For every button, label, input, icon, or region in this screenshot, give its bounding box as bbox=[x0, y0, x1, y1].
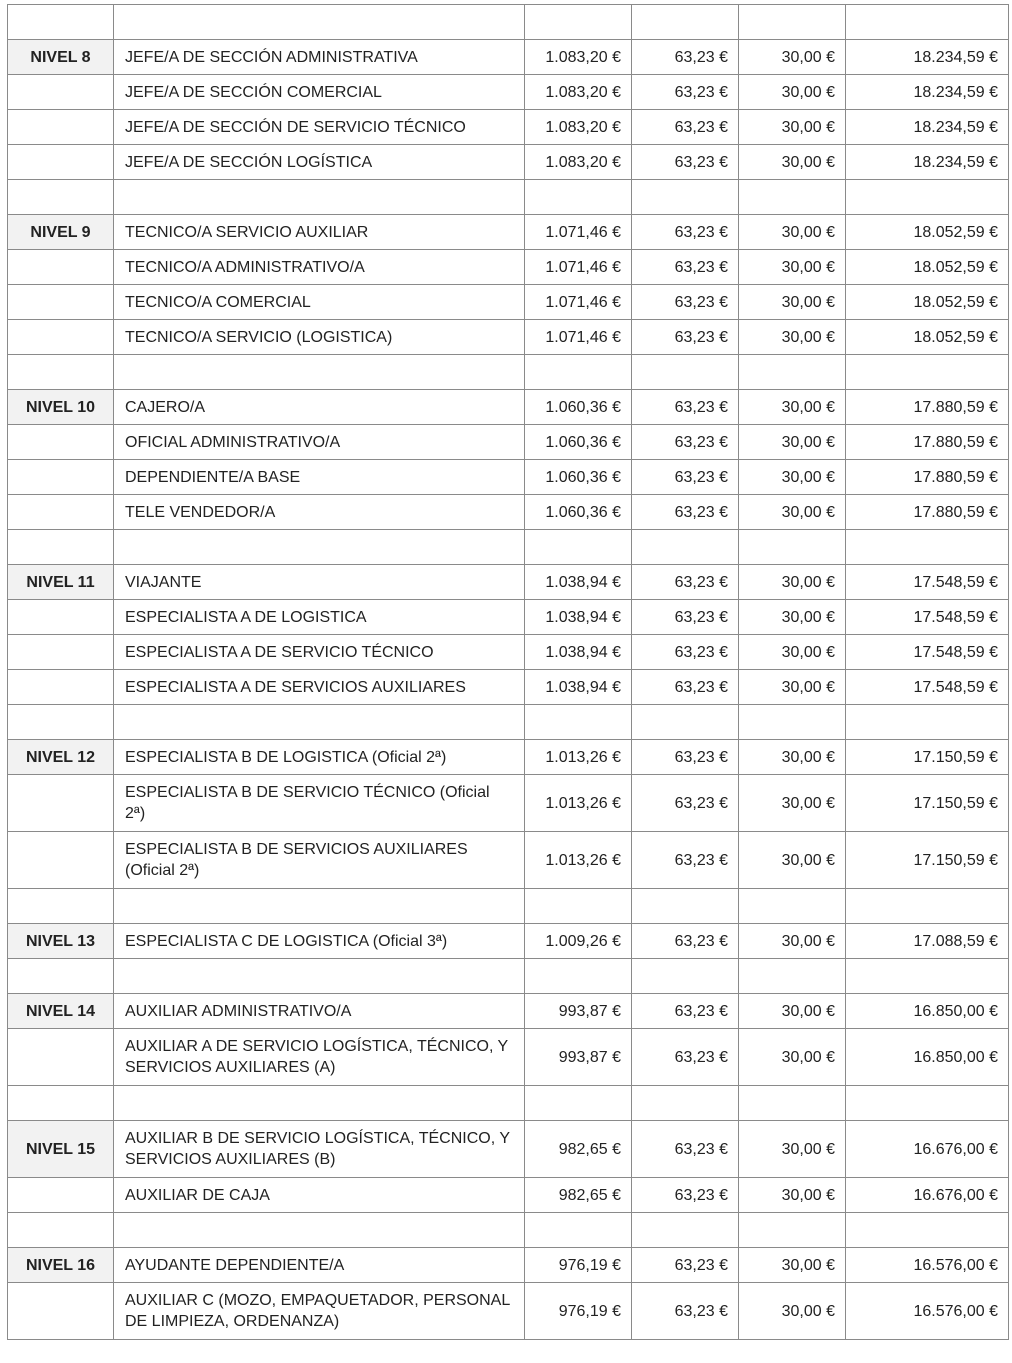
category-description: ESPECIALISTA A DE LOGISTICA bbox=[114, 600, 525, 635]
level-cell-empty bbox=[8, 635, 114, 670]
category-description: AUXILIAR A DE SERVICIO LOGÍSTICA, TÉCNICO, Y SERVICIOS AUXILIARES (A) bbox=[114, 1029, 525, 1086]
empty-cell bbox=[8, 355, 114, 390]
allowance-amount: 30,00 € bbox=[739, 1121, 846, 1178]
monthly-salary: 1.071,46 € bbox=[525, 215, 632, 250]
empty-cell bbox=[739, 959, 846, 994]
empty-cell bbox=[632, 1086, 739, 1121]
allowance-amount: 30,00 € bbox=[739, 994, 846, 1029]
category-description: AUXILIAR ADMINISTRATIVO/A bbox=[114, 994, 525, 1029]
table-row bbox=[8, 1029, 1009, 1086]
table-row bbox=[8, 635, 1009, 670]
bonus-amount: 63,23 € bbox=[632, 775, 739, 832]
allowance-amount: 30,00 € bbox=[739, 775, 846, 832]
level-label: NIVEL 10 bbox=[8, 390, 114, 425]
level-cell-empty bbox=[8, 75, 114, 110]
level-label: NIVEL 8 bbox=[8, 40, 114, 75]
annual-salary: 16.676,00 € bbox=[846, 1178, 1009, 1213]
annual-salary: 18.234,59 € bbox=[846, 75, 1009, 110]
empty-cell bbox=[525, 530, 632, 565]
level-label: NIVEL 14 bbox=[8, 994, 114, 1029]
empty-cell bbox=[525, 5, 632, 40]
empty-cell bbox=[8, 959, 114, 994]
category-description: ESPECIALISTA A DE SERVICIOS AUXILIARES bbox=[114, 670, 525, 705]
level-cell-empty bbox=[8, 110, 114, 145]
table-row bbox=[8, 1283, 1009, 1340]
allowance-amount: 30,00 € bbox=[739, 425, 846, 460]
table-row bbox=[8, 775, 1009, 832]
allowance-amount: 30,00 € bbox=[739, 110, 846, 145]
category-description: OFICIAL ADMINISTRATIVO/A bbox=[114, 425, 525, 460]
empty-cell bbox=[525, 1213, 632, 1248]
category-description: JEFE/A DE SECCIÓN DE SERVICIO TÉCNICO bbox=[114, 110, 525, 145]
empty-cell bbox=[739, 5, 846, 40]
empty-cell bbox=[114, 530, 525, 565]
table-row bbox=[8, 110, 1009, 145]
annual-salary: 18.234,59 € bbox=[846, 110, 1009, 145]
monthly-salary: 1.071,46 € bbox=[525, 285, 632, 320]
empty-cell bbox=[8, 5, 114, 40]
bonus-amount: 63,23 € bbox=[632, 250, 739, 285]
table-row bbox=[8, 924, 1009, 959]
empty-cell bbox=[114, 959, 525, 994]
annual-salary: 17.880,59 € bbox=[846, 460, 1009, 495]
annual-salary: 17.548,59 € bbox=[846, 635, 1009, 670]
allowance-amount: 30,00 € bbox=[739, 40, 846, 75]
empty-cell bbox=[525, 705, 632, 740]
allowance-amount: 30,00 € bbox=[739, 215, 846, 250]
bonus-amount: 63,23 € bbox=[632, 635, 739, 670]
monthly-salary: 1.083,20 € bbox=[525, 110, 632, 145]
level-cell-empty bbox=[8, 670, 114, 705]
empty-cell bbox=[739, 889, 846, 924]
level-label: NIVEL 13 bbox=[8, 924, 114, 959]
empty-cell bbox=[114, 1086, 525, 1121]
bonus-amount: 63,23 € bbox=[632, 1248, 739, 1283]
monthly-salary: 1.060,36 € bbox=[525, 425, 632, 460]
level-cell-empty bbox=[8, 460, 114, 495]
empty-cell bbox=[8, 705, 114, 740]
allowance-amount: 30,00 € bbox=[739, 1283, 846, 1340]
level-label: NIVEL 16 bbox=[8, 1248, 114, 1283]
bonus-amount: 63,23 € bbox=[632, 425, 739, 460]
empty-cell bbox=[632, 355, 739, 390]
bonus-amount: 63,23 € bbox=[632, 460, 739, 495]
table-row bbox=[8, 994, 1009, 1029]
level-cell-empty bbox=[8, 775, 114, 832]
empty-cell bbox=[632, 530, 739, 565]
allowance-amount: 30,00 € bbox=[739, 1178, 846, 1213]
bonus-amount: 63,23 € bbox=[632, 1178, 739, 1213]
bonus-amount: 63,23 € bbox=[632, 75, 739, 110]
bonus-amount: 63,23 € bbox=[632, 285, 739, 320]
empty-cell bbox=[525, 889, 632, 924]
spacer-row bbox=[8, 705, 1009, 740]
empty-cell bbox=[739, 180, 846, 215]
table-row bbox=[8, 75, 1009, 110]
spacer-row bbox=[8, 1213, 1009, 1248]
empty-cell bbox=[632, 705, 739, 740]
bonus-amount: 63,23 € bbox=[632, 924, 739, 959]
annual-salary: 17.548,59 € bbox=[846, 565, 1009, 600]
allowance-amount: 30,00 € bbox=[739, 250, 846, 285]
level-cell-empty bbox=[8, 1283, 114, 1340]
category-description: JEFE/A DE SECCIÓN COMERCIAL bbox=[114, 75, 525, 110]
empty-cell bbox=[114, 180, 525, 215]
monthly-salary: 1.013,26 € bbox=[525, 740, 632, 775]
annual-salary: 18.052,59 € bbox=[846, 285, 1009, 320]
empty-cell bbox=[114, 889, 525, 924]
category-description: ESPECIALISTA B DE LOGISTICA (Oficial 2ª) bbox=[114, 740, 525, 775]
empty-cell bbox=[632, 889, 739, 924]
spacer-row bbox=[8, 1086, 1009, 1121]
table-row bbox=[8, 250, 1009, 285]
allowance-amount: 30,00 € bbox=[739, 1248, 846, 1283]
annual-salary: 16.850,00 € bbox=[846, 1029, 1009, 1086]
empty-cell bbox=[525, 355, 632, 390]
category-description: ESPECIALISTA A DE SERVICIO TÉCNICO bbox=[114, 635, 525, 670]
empty-cell bbox=[846, 355, 1009, 390]
annual-salary: 17.088,59 € bbox=[846, 924, 1009, 959]
annual-salary: 17.880,59 € bbox=[846, 495, 1009, 530]
empty-cell bbox=[8, 180, 114, 215]
empty-cell bbox=[525, 959, 632, 994]
allowance-amount: 30,00 € bbox=[739, 1029, 846, 1086]
monthly-salary: 1.038,94 € bbox=[525, 565, 632, 600]
allowance-amount: 30,00 € bbox=[739, 285, 846, 320]
empty-cell bbox=[632, 959, 739, 994]
monthly-salary: 1.038,94 € bbox=[525, 635, 632, 670]
spacer-row bbox=[8, 889, 1009, 924]
monthly-salary: 1.083,20 € bbox=[525, 40, 632, 75]
monthly-salary: 982,65 € bbox=[525, 1121, 632, 1178]
empty-cell bbox=[525, 1086, 632, 1121]
bonus-amount: 63,23 € bbox=[632, 600, 739, 635]
monthly-salary: 1.038,94 € bbox=[525, 600, 632, 635]
spacer-row bbox=[8, 959, 1009, 994]
allowance-amount: 30,00 € bbox=[739, 565, 846, 600]
category-description: AUXILIAR DE CAJA bbox=[114, 1178, 525, 1213]
category-description: ESPECIALISTA C DE LOGISTICA (Oficial 3ª) bbox=[114, 924, 525, 959]
empty-cell bbox=[846, 1086, 1009, 1121]
bonus-amount: 63,23 € bbox=[632, 565, 739, 600]
category-description: AUXILIAR B DE SERVICIO LOGÍSTICA, TÉCNICO, Y SERVICIOS AUXILIARES (B) bbox=[114, 1121, 525, 1178]
monthly-salary: 993,87 € bbox=[525, 994, 632, 1029]
bonus-amount: 63,23 € bbox=[632, 670, 739, 705]
annual-salary: 18.234,59 € bbox=[846, 40, 1009, 75]
level-cell-empty bbox=[8, 320, 114, 355]
empty-cell bbox=[846, 1213, 1009, 1248]
table-row bbox=[8, 320, 1009, 355]
table-row bbox=[8, 670, 1009, 705]
empty-cell bbox=[846, 705, 1009, 740]
empty-cell bbox=[632, 180, 739, 215]
annual-salary: 16.576,00 € bbox=[846, 1248, 1009, 1283]
empty-cell bbox=[8, 1086, 114, 1121]
empty-cell bbox=[632, 5, 739, 40]
category-description: TECNICO/A COMERCIAL bbox=[114, 285, 525, 320]
level-label: NIVEL 11 bbox=[8, 565, 114, 600]
level-cell-empty bbox=[8, 145, 114, 180]
level-cell-empty bbox=[8, 600, 114, 635]
table-row bbox=[8, 1178, 1009, 1213]
allowance-amount: 30,00 € bbox=[739, 600, 846, 635]
allowance-amount: 30,00 € bbox=[739, 390, 846, 425]
empty-cell bbox=[846, 530, 1009, 565]
annual-salary: 16.676,00 € bbox=[846, 1121, 1009, 1178]
empty-cell bbox=[114, 355, 525, 390]
monthly-salary: 1.013,26 € bbox=[525, 832, 632, 889]
bonus-amount: 63,23 € bbox=[632, 994, 739, 1029]
allowance-amount: 30,00 € bbox=[739, 460, 846, 495]
annual-salary: 16.576,00 € bbox=[846, 1283, 1009, 1340]
bonus-amount: 63,23 € bbox=[632, 40, 739, 75]
empty-cell bbox=[632, 1213, 739, 1248]
monthly-salary: 1.083,20 € bbox=[525, 145, 632, 180]
monthly-salary: 976,19 € bbox=[525, 1283, 632, 1340]
category-description: AYUDANTE DEPENDIENTE/A bbox=[114, 1248, 525, 1283]
table-row bbox=[8, 1248, 1009, 1283]
monthly-salary: 1.013,26 € bbox=[525, 775, 632, 832]
bonus-amount: 63,23 € bbox=[632, 1121, 739, 1178]
empty-cell bbox=[8, 1213, 114, 1248]
bonus-amount: 63,23 € bbox=[632, 390, 739, 425]
monthly-salary: 1.038,94 € bbox=[525, 670, 632, 705]
level-label: NIVEL 9 bbox=[8, 215, 114, 250]
empty-cell bbox=[846, 180, 1009, 215]
empty-cell bbox=[739, 1213, 846, 1248]
monthly-salary: 1.071,46 € bbox=[525, 320, 632, 355]
table-row bbox=[8, 390, 1009, 425]
bonus-amount: 63,23 € bbox=[632, 320, 739, 355]
spacer-row bbox=[8, 355, 1009, 390]
category-description: TECNICO/A SERVICIO (LOGISTICA) bbox=[114, 320, 525, 355]
empty-cell bbox=[8, 889, 114, 924]
table-row bbox=[8, 832, 1009, 889]
empty-cell bbox=[114, 705, 525, 740]
table-row bbox=[8, 740, 1009, 775]
table-row bbox=[8, 495, 1009, 530]
bonus-amount: 63,23 € bbox=[632, 495, 739, 530]
bonus-amount: 63,23 € bbox=[632, 215, 739, 250]
annual-salary: 17.880,59 € bbox=[846, 390, 1009, 425]
table-row bbox=[8, 1121, 1009, 1178]
annual-salary: 18.052,59 € bbox=[846, 250, 1009, 285]
category-description: AUXILIAR C (MOZO, EMPAQUETADOR, PERSONAL DE LIMPIEZA, ORDENANZA) bbox=[114, 1283, 525, 1340]
category-description: DEPENDIENTE/A BASE bbox=[114, 460, 525, 495]
table-row bbox=[8, 215, 1009, 250]
level-label: NIVEL 12 bbox=[8, 740, 114, 775]
table-row bbox=[8, 600, 1009, 635]
annual-salary: 18.234,59 € bbox=[846, 145, 1009, 180]
annual-salary: 17.880,59 € bbox=[846, 425, 1009, 460]
category-description: VIAJANTE bbox=[114, 565, 525, 600]
monthly-salary: 976,19 € bbox=[525, 1248, 632, 1283]
annual-salary: 17.150,59 € bbox=[846, 775, 1009, 832]
allowance-amount: 30,00 € bbox=[739, 832, 846, 889]
bonus-amount: 63,23 € bbox=[632, 740, 739, 775]
category-description: ESPECIALISTA B DE SERVICIOS AUXILIARES (Oficial 2ª) bbox=[114, 832, 525, 889]
level-cell-empty bbox=[8, 1029, 114, 1086]
annual-salary: 17.150,59 € bbox=[846, 740, 1009, 775]
monthly-salary: 1.009,26 € bbox=[525, 924, 632, 959]
empty-cell bbox=[525, 180, 632, 215]
bonus-amount: 63,23 € bbox=[632, 1029, 739, 1086]
bonus-amount: 63,23 € bbox=[632, 145, 739, 180]
annual-salary: 18.052,59 € bbox=[846, 215, 1009, 250]
bonus-amount: 63,23 € bbox=[632, 110, 739, 145]
annual-salary: 18.052,59 € bbox=[846, 320, 1009, 355]
allowance-amount: 30,00 € bbox=[739, 495, 846, 530]
empty-cell bbox=[739, 355, 846, 390]
allowance-amount: 30,00 € bbox=[739, 635, 846, 670]
category-description: TECNICO/A SERVICIO AUXILIAR bbox=[114, 215, 525, 250]
allowance-amount: 30,00 € bbox=[739, 320, 846, 355]
monthly-salary: 1.083,20 € bbox=[525, 75, 632, 110]
annual-salary: 17.548,59 € bbox=[846, 670, 1009, 705]
annual-salary: 16.850,00 € bbox=[846, 994, 1009, 1029]
category-description: TECNICO/A ADMINISTRATIVO/A bbox=[114, 250, 525, 285]
level-label: NIVEL 15 bbox=[8, 1121, 114, 1178]
category-description: JEFE/A DE SECCIÓN ADMINISTRATIVA bbox=[114, 40, 525, 75]
table-row bbox=[8, 565, 1009, 600]
bonus-amount: 63,23 € bbox=[632, 1283, 739, 1340]
level-cell-empty bbox=[8, 250, 114, 285]
salary-table bbox=[7, 4, 1009, 1340]
monthly-salary: 982,65 € bbox=[525, 1178, 632, 1213]
spacer-row bbox=[8, 530, 1009, 565]
empty-cell bbox=[114, 5, 525, 40]
monthly-salary: 1.071,46 € bbox=[525, 250, 632, 285]
empty-cell bbox=[8, 530, 114, 565]
monthly-salary: 1.060,36 € bbox=[525, 460, 632, 495]
category-description: ESPECIALISTA B DE SERVICIO TÉCNICO (Oficial 2ª) bbox=[114, 775, 525, 832]
level-cell-empty bbox=[8, 495, 114, 530]
category-description: TELE VENDEDOR/A bbox=[114, 495, 525, 530]
category-description: CAJERO/A bbox=[114, 390, 525, 425]
allowance-amount: 30,00 € bbox=[739, 75, 846, 110]
empty-cell bbox=[739, 1086, 846, 1121]
table-row bbox=[8, 285, 1009, 320]
spacer-row bbox=[8, 180, 1009, 215]
level-cell-empty bbox=[8, 425, 114, 460]
monthly-salary: 1.060,36 € bbox=[525, 495, 632, 530]
monthly-salary: 1.060,36 € bbox=[525, 390, 632, 425]
bonus-amount: 63,23 € bbox=[632, 832, 739, 889]
empty-cell bbox=[114, 1213, 525, 1248]
table-row bbox=[8, 425, 1009, 460]
level-cell-empty bbox=[8, 832, 114, 889]
allowance-amount: 30,00 € bbox=[739, 145, 846, 180]
level-cell-empty bbox=[8, 1178, 114, 1213]
table-row bbox=[8, 40, 1009, 75]
empty-cell bbox=[846, 5, 1009, 40]
table-row bbox=[8, 145, 1009, 180]
annual-salary: 17.548,59 € bbox=[846, 600, 1009, 635]
category-description: JEFE/A DE SECCIÓN LOGÍSTICA bbox=[114, 145, 525, 180]
salary-table-body bbox=[8, 5, 1009, 1340]
allowance-amount: 30,00 € bbox=[739, 924, 846, 959]
level-cell-empty bbox=[8, 285, 114, 320]
empty-cell bbox=[739, 530, 846, 565]
empty-cell bbox=[846, 889, 1009, 924]
annual-salary: 17.150,59 € bbox=[846, 832, 1009, 889]
allowance-amount: 30,00 € bbox=[739, 670, 846, 705]
table-row bbox=[8, 460, 1009, 495]
empty-cell bbox=[846, 959, 1009, 994]
allowance-amount: 30,00 € bbox=[739, 740, 846, 775]
spacer-row bbox=[8, 5, 1009, 40]
empty-cell bbox=[739, 705, 846, 740]
monthly-salary: 993,87 € bbox=[525, 1029, 632, 1086]
